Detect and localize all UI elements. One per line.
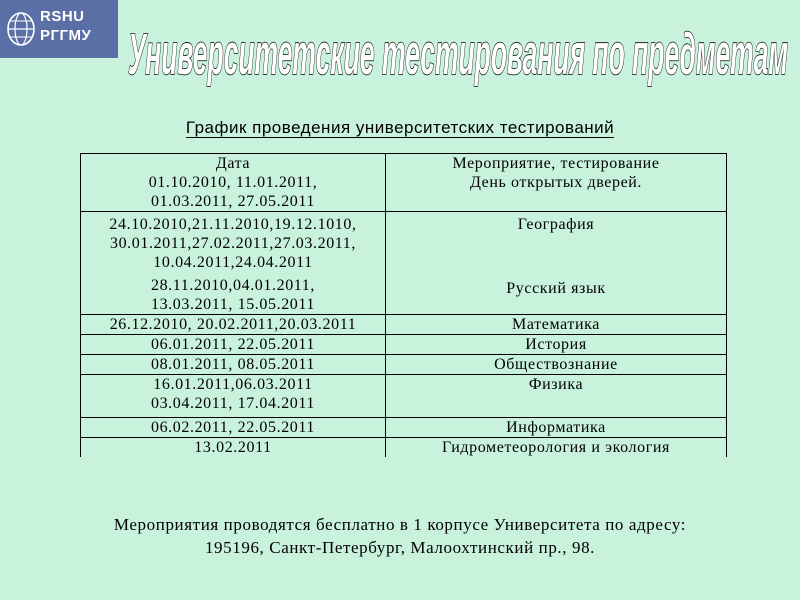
footer-line: Мероприятия проводятся бесплатно в 1 корпусе Университета по адресу: (113, 515, 687, 534)
date-cell: 06.01.2011, 22.05.2011 (81, 335, 386, 355)
table-row (81, 315, 727, 335)
date-cell (81, 212, 386, 315)
subject-cell: Обществознание (386, 355, 727, 375)
table-row-header (81, 154, 727, 212)
event-open-day: День открытых дверей. (469, 174, 643, 191)
footer-address: 195196, Санкт-Петербург, Малоохтинский пр., 98. (204, 538, 596, 557)
table-row (81, 438, 727, 458)
date-line: 01.03.2011, 27.05.2011 (150, 193, 315, 210)
subject-russian: Русский язык (506, 280, 606, 297)
date-header-label: Дата (215, 155, 251, 172)
event-header-label: Мероприятие, тестирование (452, 155, 660, 172)
date-cell: 13.02.2011 (81, 438, 386, 458)
schedule-subtitle (0, 118, 800, 138)
subject-cell: Информатика (386, 418, 727, 438)
event-header-cell (386, 154, 727, 212)
date-cell: 08.01.2011, 08.05.2011 (81, 355, 386, 375)
table-row (81, 355, 727, 375)
date-line: 13.03.2011, 15.05.2011 (150, 296, 315, 313)
date-line: 28.11.2010,04.01.2011, (150, 277, 315, 294)
subject-cell: Физика (386, 375, 727, 418)
table-row (81, 418, 727, 438)
footer-note (0, 513, 800, 559)
table-row (81, 375, 727, 418)
page-title-text: Университетские тестирования по предметам (128, 22, 788, 87)
date-cell: 06.02.2011, 22.05.2011 (81, 418, 386, 438)
date-line: 24.10.2010,21.11.2010,19.12.1010, (109, 216, 357, 233)
date-cell (81, 375, 386, 418)
schedule-table (80, 153, 727, 457)
date-header-cell (81, 154, 386, 212)
subject-geography: География (517, 216, 595, 233)
university-logo (0, 0, 118, 58)
subject-cell (386, 212, 727, 315)
date-line: 10.04.2011,24.04.2011 (153, 254, 313, 271)
subject-cell: Гидрометеорология и экология (386, 438, 727, 458)
table-row (81, 335, 727, 355)
date-line: 16.01.2011,06.03.2011 (153, 376, 313, 393)
page-title (122, 2, 794, 116)
date-cell: 26.12.2010, 20.02.2011,20.03.2011 (81, 315, 386, 335)
date-line: 01.10.2010, 11.01.2011, (148, 174, 318, 191)
subject-cell: История (386, 335, 727, 355)
date-line: 30.01.2011,27.02.2011,27.03.2011, (109, 235, 357, 252)
schedule-subtitle-text: График проведения университетских тестирований (185, 118, 615, 137)
subject-cell: Математика (386, 315, 727, 335)
logo-text-latin: RSHU (40, 8, 85, 25)
date-line: 03.04.2011, 17.04.2011 (150, 395, 315, 412)
logo-text-cyrillic: РГГМУ (40, 27, 92, 44)
globe-icon (6, 10, 36, 48)
table-row (81, 212, 727, 315)
